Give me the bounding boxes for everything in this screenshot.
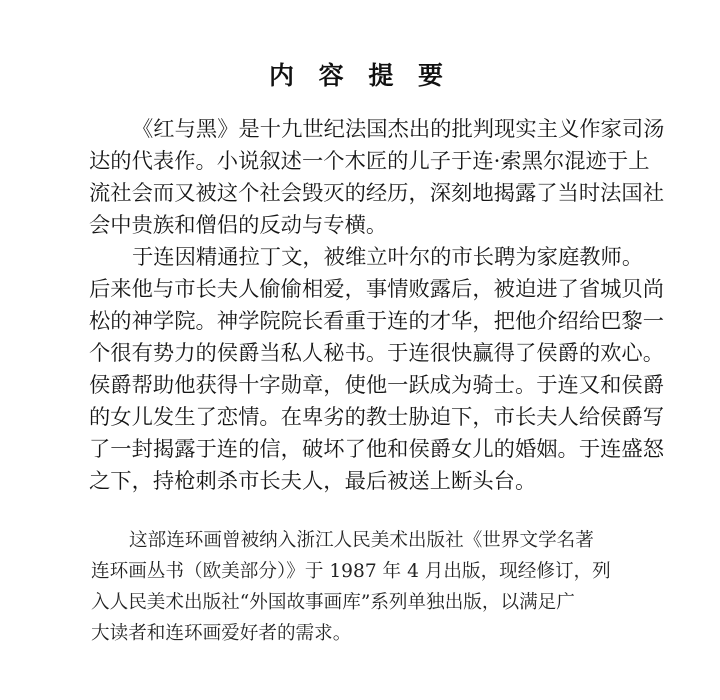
note-line: 入人民美术出版社“外国故事画库”系列单独出版，以满足广 (91, 592, 575, 613)
summary-paragraph-2 (89, 242, 699, 498)
note-line: 这部连环画曾被纳入浙江人民美术出版社《世界文学名著 (129, 530, 594, 551)
text-line: 了一封揭露于连的信，破坏了他和侯爵女儿的婚姻。于连盛怒 (89, 437, 665, 462)
note-line: 连环画丛书（欧美部分）》于 1987 年 4 月出版，现经修订，列 (91, 561, 611, 582)
text-line: 侯爵帮助他获得十字勋章，使他一跃成为骑士。于连又和侯爵 (89, 373, 665, 398)
text-line: 的女儿发生了恋情。在卑劣的教士胁迫下，市长夫人给侯爵写 (89, 405, 665, 430)
text-line: 《红与黑》是十九世纪法国杰出的批判现实主义作家司汤 (132, 117, 665, 142)
text-line: 流社会而又被这个社会毁灭的经历，深刻地揭露了当时法国社 (89, 181, 665, 206)
text-line: 达的代表作。小说叙述一个木匠的儿子于连·索黑尔混迹于上 (89, 149, 650, 174)
text-line: 之下，持枪刺杀市长夫人，最后被送上断头台。 (89, 469, 537, 494)
text-line: 后来他与市长夫人偷偷相爱，事情败露后，被迫进了省城贝尚 (89, 277, 665, 302)
text-line: 松的神学院。神学院院长看重于连的才华，把他介绍给巴黎一 (89, 309, 665, 334)
publication-note (91, 525, 701, 649)
text-line: 会中贵族和僧侣的反动与专横。 (89, 213, 388, 238)
text-line: 于连因精通拉丁文，被维立叶尔的市长聘为家庭教师。 (132, 245, 644, 270)
summary-paragraph-1 (89, 114, 699, 242)
note-line: 大读者和连环画爱好者的需求。 (91, 623, 352, 644)
page-title: 内 容 提 要 (268, 61, 452, 90)
text-line: 个很有势力的侯爵当私人秘书。于连很快赢得了侯爵的欢心。 (89, 341, 665, 366)
